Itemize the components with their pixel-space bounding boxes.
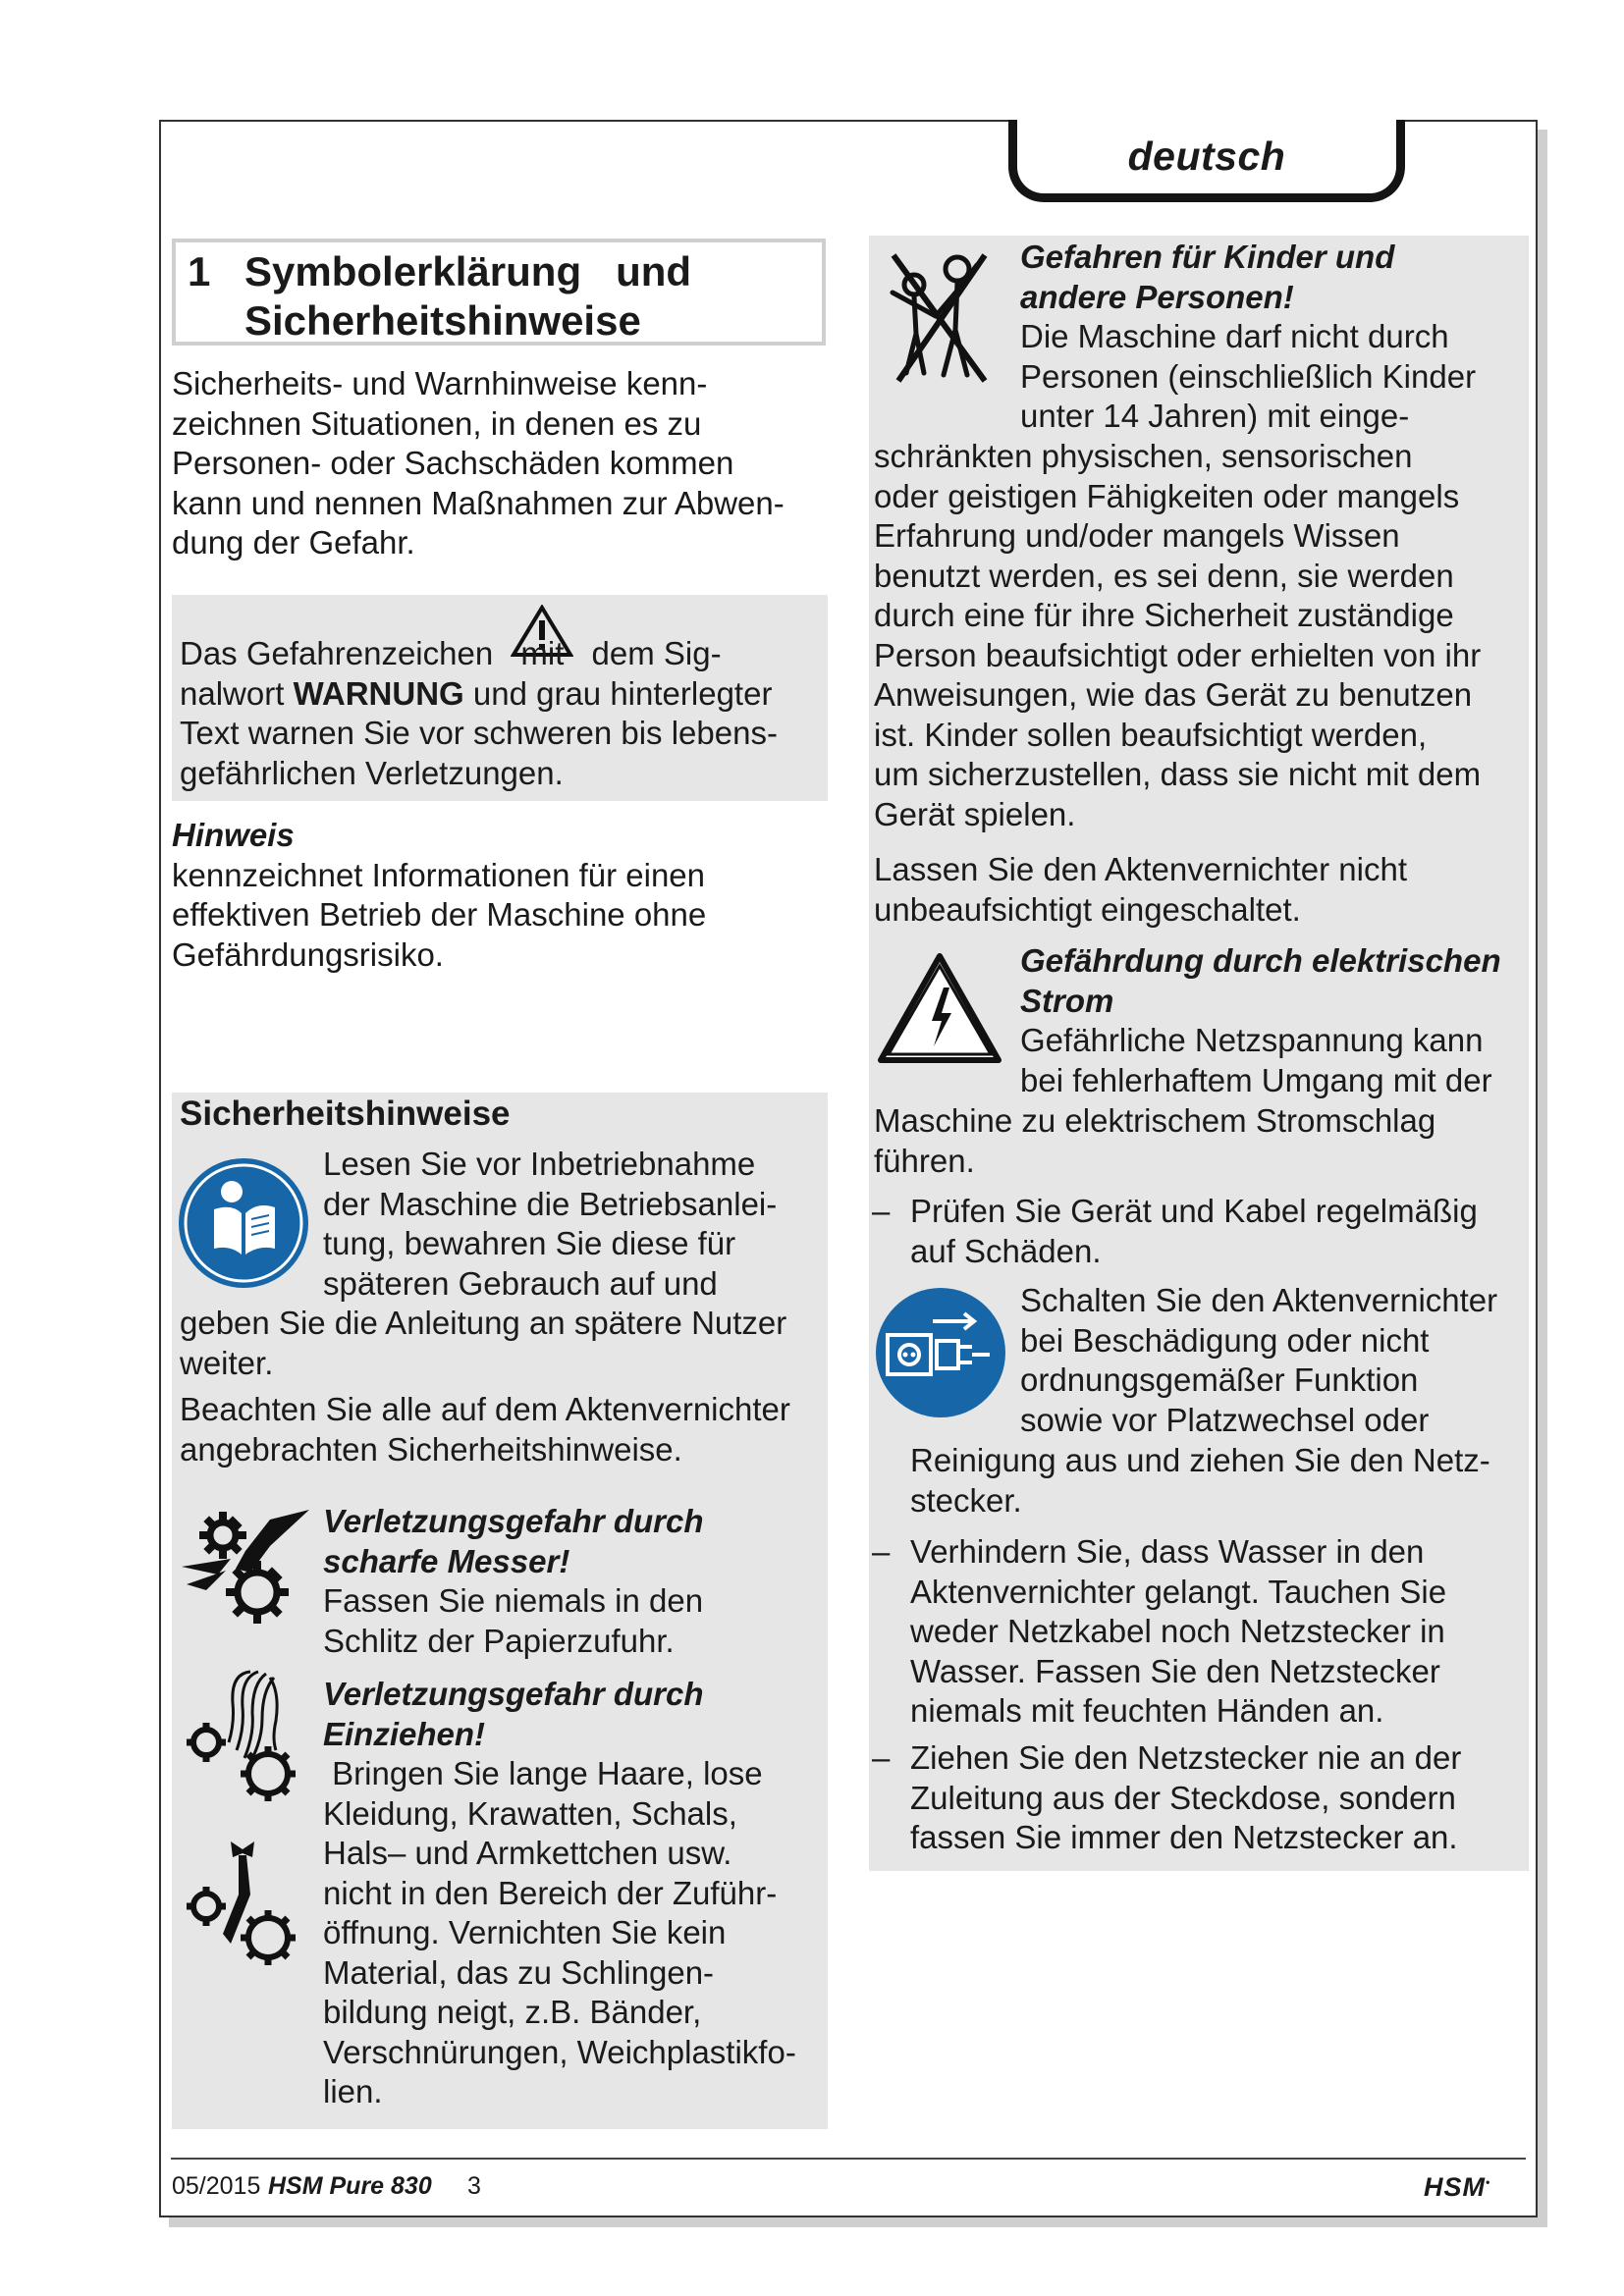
observe-text (180, 1390, 828, 1469)
pull-line: Kleidung, Krawatten, Schals, (323, 1794, 737, 1832)
hsm-logo: HSM• (1424, 2172, 1491, 2202)
hsm-logo-text: HSM (1424, 2172, 1486, 2202)
electric-indent (1020, 941, 1531, 1100)
pull-title: Einziehen! (323, 1715, 486, 1752)
children-line: benutzt werden, es sei denn, sie werden (874, 557, 1454, 594)
water-bullet (910, 1532, 1529, 1732)
pull-line: lien. (323, 2073, 383, 2109)
warning-text-part: dem Sig- (591, 635, 722, 671)
knives-title: scharfe Messer! (323, 1542, 570, 1579)
warning-triangle-inline (502, 634, 582, 674)
observe-line: Beachten Sie alle auf dem Aktenvernichter (180, 1391, 790, 1427)
plug-bullet (910, 1738, 1529, 1858)
children-line: Die Maschine darf nicht durch (1020, 318, 1449, 354)
hinweis-line: Gefährdungsrisiko. (172, 935, 444, 973)
warning-text-part: mit (520, 635, 565, 671)
unplug-line: sowie vor Platzwechsel oder (1020, 1401, 1430, 1438)
footer-divider (171, 2158, 1526, 2160)
read-manual-line: geben Sie die Anleitung an spätere Nutzer (180, 1305, 787, 1341)
electric-title: Strom (1020, 982, 1114, 1019)
bullet-line: fassen Sie immer den Netzstecker an. (910, 1819, 1458, 1855)
knives-title: Verletzungsgefahr durch (323, 1503, 704, 1539)
bullet-dash: – (872, 1533, 891, 1570)
intro-line: Personen- oder Sachschäden kommen (172, 445, 734, 481)
intro-text (172, 364, 830, 563)
unplug-line: ordnungsgemäßer Funktion (1020, 1362, 1419, 1398)
children-title: andere Personen! (1020, 278, 1294, 315)
pull-line: Hals– und Armkettchen usw. (323, 1835, 732, 1871)
unplug-line: bei Beschädigung oder nicht (1020, 1321, 1430, 1359)
children-line: unter 14 Jahren) mit einge- (1020, 398, 1410, 434)
bullet-line: Wasser. Fassen Sie den Netzstecker (910, 1652, 1440, 1689)
read-manual-line: Lesen Sie vor Inbetriebnahme (323, 1146, 756, 1182)
children-hazard-icon (879, 245, 997, 388)
children-line: ist. Kinder sollen beaufsichtigt werden, (874, 716, 1428, 753)
unplug-line: Reinigung aus und ziehen Sie den Netz- (910, 1442, 1490, 1478)
pull-title: Verletzungsgefahr durch (323, 1676, 704, 1712)
safety-title: Sicherheitshinweise (180, 1095, 511, 1133)
unattended-line: unbeaufsichtigt eingeschaltet. (874, 890, 1301, 928)
intro-line: dung der Gefahr. (172, 524, 415, 561)
knives-line: Fassen Sie niemals in den (323, 1582, 704, 1619)
footer-product: HSM Pure 830 (268, 2172, 432, 2200)
children-line: Gerät spielen. (874, 795, 1076, 832)
section-number: 1 (188, 248, 211, 294)
observe-line: angebrachten Sicherheitshinweise. (180, 1430, 682, 1468)
bullet-line: auf Schäden. (910, 1232, 1102, 1269)
warning-text-part: gefährlichen Verletzungen. (180, 754, 564, 791)
sharp-knives-icon (177, 1502, 314, 1629)
read-manual-icon (177, 1156, 310, 1290)
hair-entanglement-icon (182, 1664, 309, 1811)
bullet-line: Verhindern Sie, dass Wasser in den (910, 1533, 1425, 1570)
bullet-line: Zuleitung aus der Steckdose, sondern (910, 1779, 1456, 1816)
language-label: deutsch (1127, 133, 1286, 179)
warning-text-part: und grau hinterlegter (463, 674, 773, 712)
bullet-line: Aktenvernichter gelangt. Tauchen Sie (910, 1573, 1447, 1610)
pull-line: bildung neigt, z.B. Bänder, (323, 1994, 702, 2030)
unattended-text (874, 850, 1527, 930)
pull-line: nicht in den Bereich der Zuführ- (323, 1874, 778, 1911)
electric-line: Maschine zu elektrischem Stromschlag (874, 1102, 1436, 1139)
read-manual-rest (180, 1304, 828, 1383)
unplug-icon (874, 1286, 1007, 1419)
unplug-indent (1020, 1281, 1531, 1440)
pull-line: Bringen Sie lange Haare, lose (323, 1755, 763, 1791)
knives-line: Schlitz der Papierzufuhr. (323, 1622, 675, 1659)
unattended-line: Lassen Sie den Aktenvernichter nicht (874, 851, 1408, 887)
hinweis-title: Hinweis (172, 817, 295, 853)
read-manual-line: weiter. (180, 1344, 274, 1381)
knives-warning (323, 1502, 814, 1661)
pull-line: Material, das zu Schlingen- (323, 1953, 715, 1991)
warning-text (180, 634, 828, 793)
children-line: Erfahrung und/oder mangels Wissen (874, 517, 1400, 554)
bullet-dash: – (872, 1739, 891, 1776)
hinweis-line: kennzeichnet Informationen für einen (172, 856, 706, 893)
pull-line: Verschnürungen, Weichplastikfo- (323, 2033, 796, 2070)
read-manual-line: späteren Gebrauch auf und (323, 1264, 718, 1302)
children-indent (1020, 238, 1531, 437)
electric-hazard-icon (877, 952, 1002, 1065)
intro-line: zeichnen Situationen, in denen es zu (172, 404, 702, 442)
bullet-line: weder Netzkabel noch Netzstecker in (910, 1613, 1445, 1649)
unplug-line: stecker. (910, 1481, 1022, 1519)
check-cable-bullet (910, 1192, 1529, 1271)
read-manual-line: der Maschine die Betriebsanlei- (323, 1185, 778, 1222)
footer-page-number: 3 (467, 2172, 481, 2200)
pull-in-warning (323, 1675, 834, 2112)
children-line: Anweisungen, wie das Gerät zu benutzen (874, 676, 1473, 713)
unplug-text (910, 1441, 1529, 1521)
electric-line: führen. (874, 1142, 975, 1179)
bullet-line: niemals mit feuchten Händen an. (910, 1692, 1384, 1729)
read-manual-line: tung, bewahren Sie diese für (323, 1225, 736, 1261)
children-line: um sicherzustellen, dass sie nicht mit dem (874, 756, 1482, 792)
electric-line: Gefährliche Netzspannung kann (1020, 1022, 1484, 1058)
signal-word: WARNUNG (293, 674, 464, 712)
children-line: oder geistigen Fähigkeiten oder mangels (874, 477, 1460, 514)
warning-text-part: nalwort (180, 674, 294, 712)
section-title (244, 247, 691, 346)
language-tab (1008, 120, 1405, 202)
footer-date: 05/2015 (172, 2172, 261, 2200)
children-line: durch eine für ihre Sicherheit zuständige (874, 597, 1454, 633)
bullet-line: Prüfen Sie Gerät und Kabel regelmäßig (910, 1193, 1478, 1229)
children-text (874, 437, 1527, 834)
bullet-line: Ziehen Sie den Netzstecker nie an der (910, 1739, 1462, 1776)
tie-entanglement-icon (182, 1836, 309, 1973)
electric-text (874, 1101, 1527, 1181)
hinweis-block (172, 816, 830, 975)
unplug-line: Schalten Sie den Aktenvernichter (1020, 1282, 1498, 1318)
intro-line: Sicherheits- und Warnhinweise kenn- (172, 365, 708, 401)
section-title-box (172, 239, 826, 346)
section-title-line: Sicherheitshinweise (244, 297, 641, 344)
warning-text-part: Text warnen Sie vor schweren bis lebens- (180, 715, 778, 751)
electric-line: bei fehlerhaftem Umgang mit der (1020, 1061, 1492, 1098)
electric-title: Gefährdung durch elektrischen (1020, 942, 1501, 979)
hinweis-line: effektiven Betrieb der Maschine ohne (172, 896, 707, 933)
section-title-line: Symbolerklärung und (244, 248, 692, 294)
children-line: Personen (einschließlich Kinder (1020, 357, 1477, 395)
intro-line: kann und nennen Maßnahmen zur Abwen- (172, 484, 785, 521)
pull-line: öffnung. Vernichten Sie kein (323, 1914, 727, 1950)
bullet-dash: – (872, 1193, 891, 1229)
children-line: Person beaufsichtigt oder erhielten von ihr (874, 636, 1482, 673)
warning-text-part: Das Gefahrenzeichen (180, 635, 494, 671)
children-line: schränkten physischen, sensorischen (874, 438, 1413, 474)
children-title: Gefahren für Kinder und (1020, 239, 1395, 275)
read-manual-indent (323, 1145, 814, 1304)
